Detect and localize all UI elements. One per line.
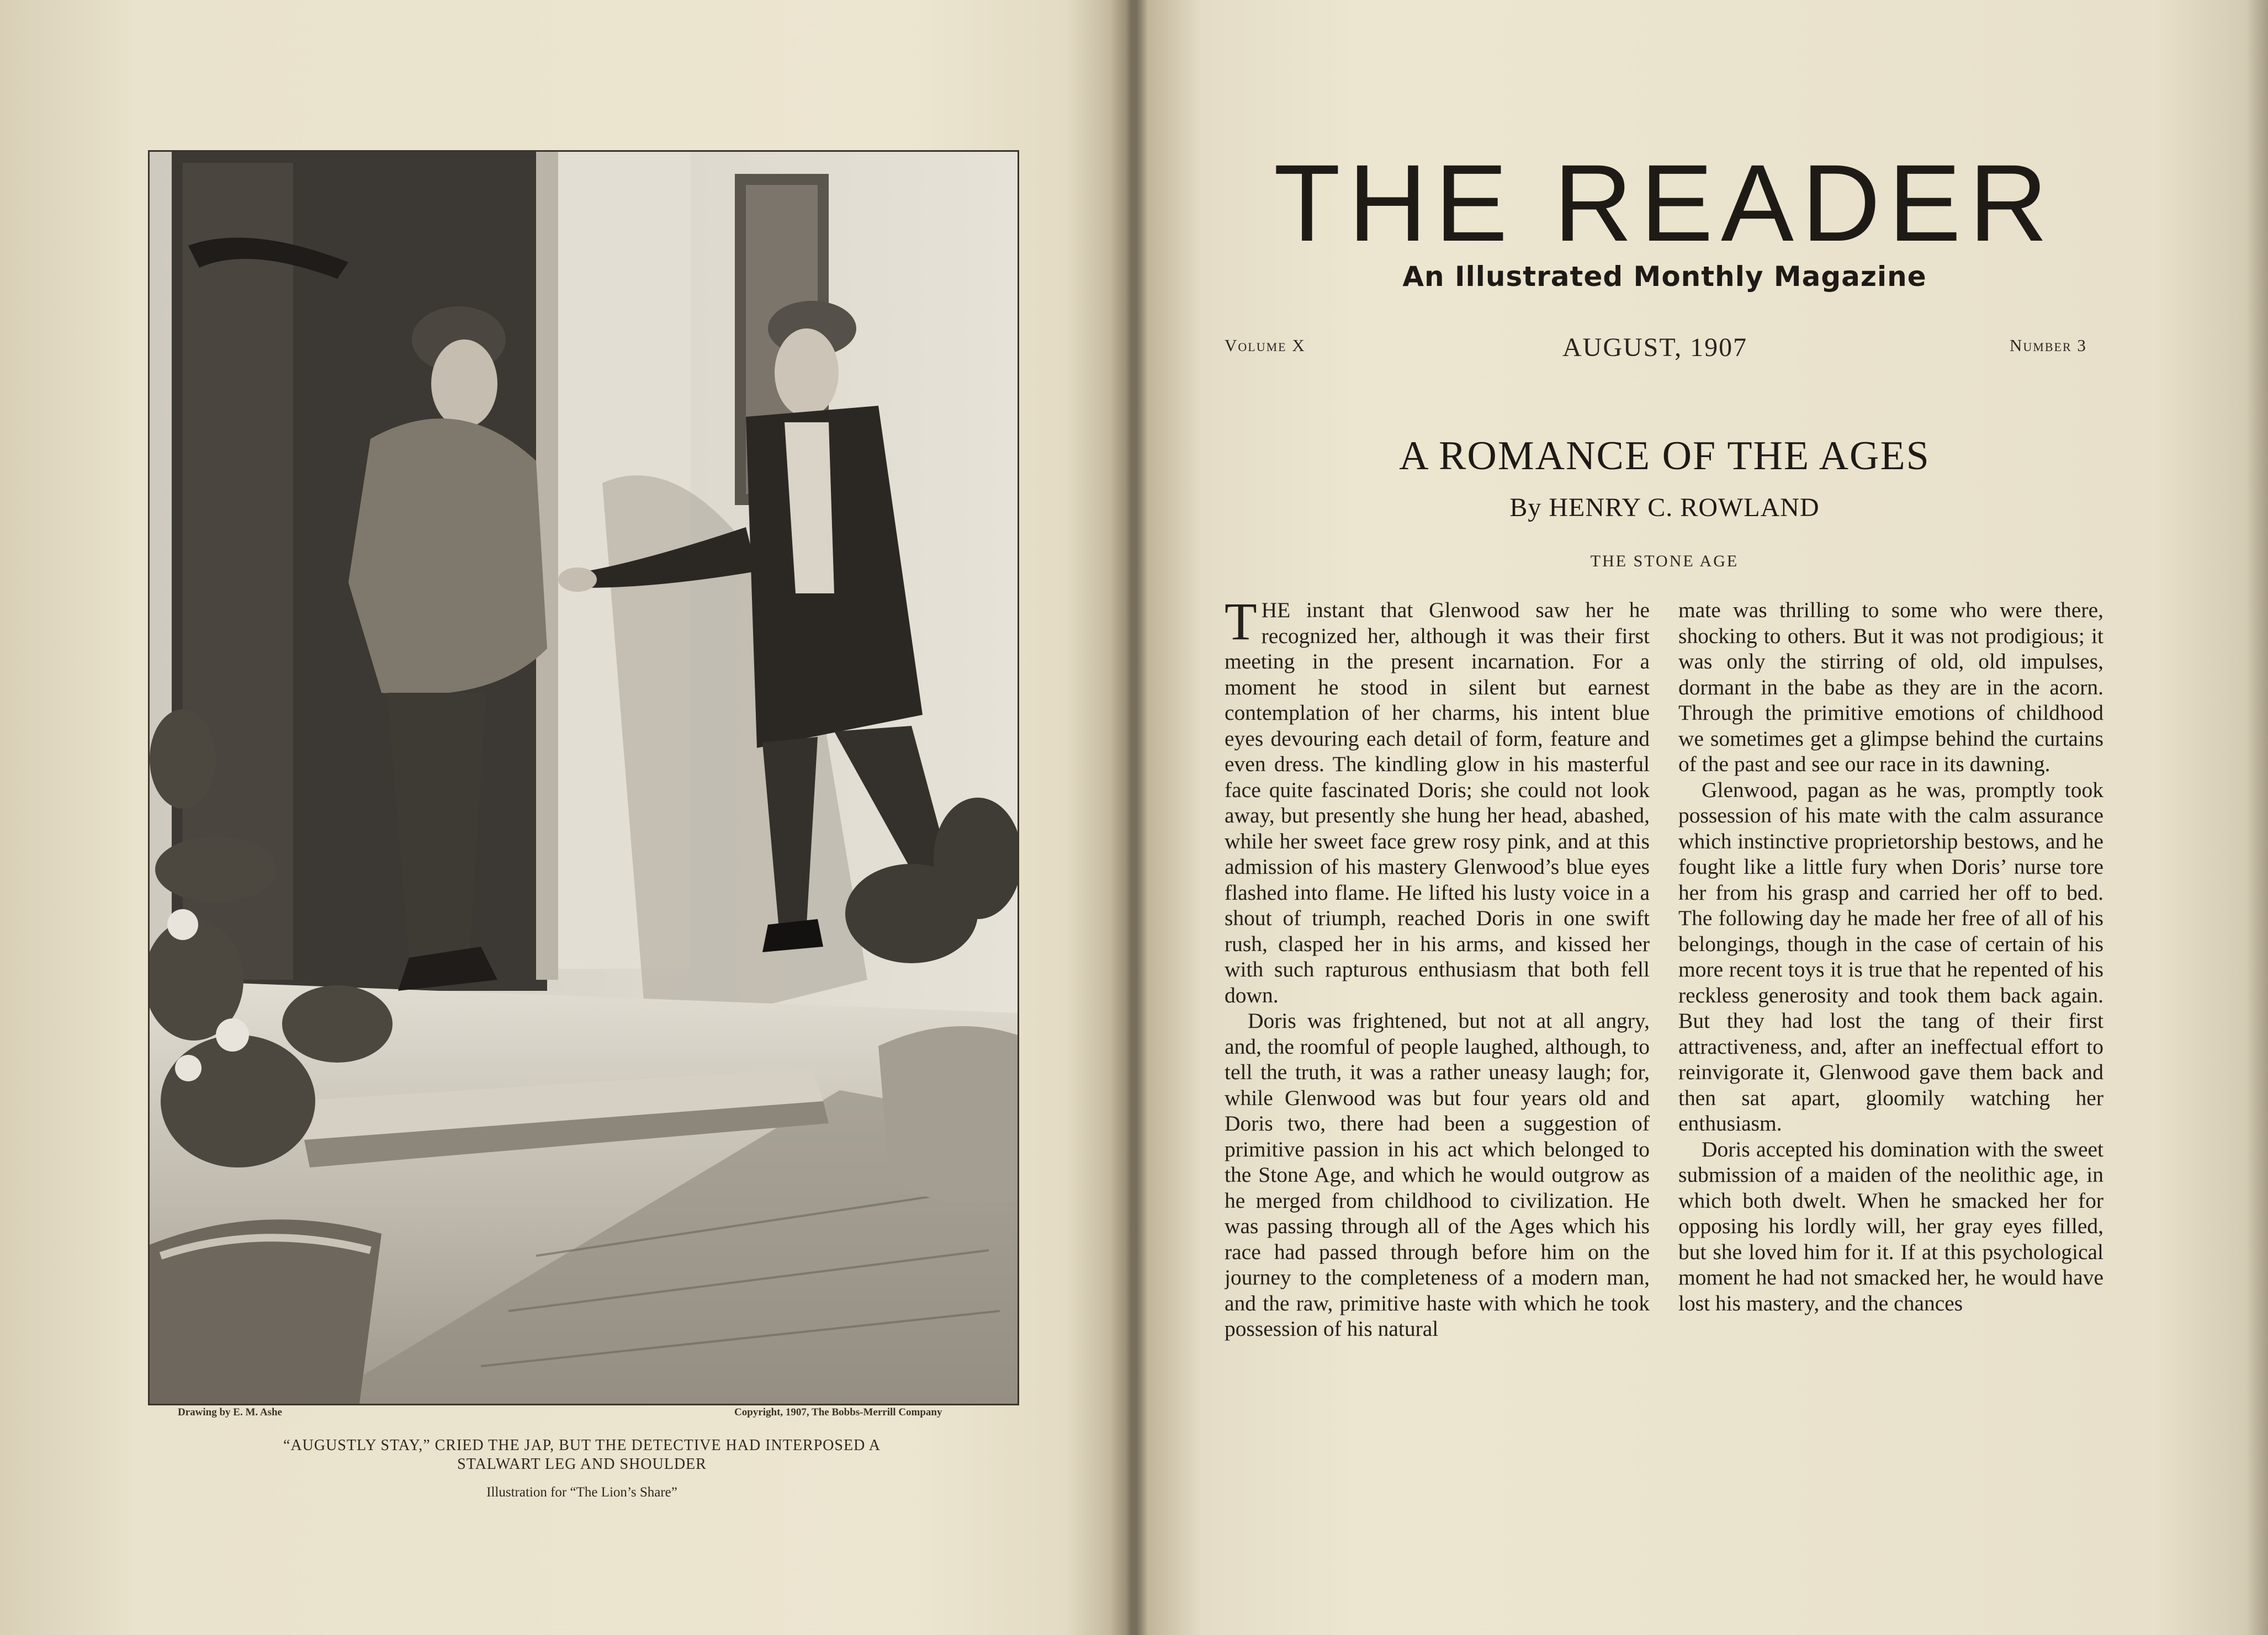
drop-cap: T — [1225, 597, 1257, 651]
paragraph: Doris accepted his domination with the sweet submission of a maiden of the neolithic age, in which both dwelt. When he smacked her for opposing his lordly will, her gray eyes filled, but she loved him for it. If at this psychological moment he had not smacked her, he would have lost his mastery, and the chances — [1678, 1137, 2103, 1315]
illustration-credit-artist: Drawing by E. M. Ashe — [178, 1406, 282, 1418]
text-column-left — [1225, 597, 1650, 1458]
text-column-right — [1678, 597, 2103, 1458]
paragraph: Doris was frightened, but not at all angry, and, the roomful of people laughed, although, to tell the truth, it was a rather uneasy laugh; for, while Glenwood was but four years old and Doris two, there had been a suggestion of primitive passion in his act which belonged to the Stone Age, and which he would outgrow as he merged from childhood to civilization. He was passing through all of the Ages which his race had passed through before him on the journey to the completeness of a modern man, and the raw, primitive haste with which he took possession of his natural — [1225, 1008, 1650, 1341]
illustration-source: Illustration for “The Lion’s Share” — [486, 1485, 677, 1500]
paragraph: mate was thrilling to some who were there, shocking to others. But it was not prodigious; it was only the stirring of old, old impulses, dormant in the babe as they are in the acorn. Through the primitive emotions of childhood we sometimes get a glimpse behind the curtains of the past and see our race in its dawning. — [1678, 598, 2103, 776]
illustration-credit-copyright: Copyright, 1907, The Bobbs-Merrill Company — [734, 1406, 942, 1418]
illustration-plate — [148, 150, 1019, 1405]
illustration-drawing — [150, 152, 1018, 1404]
paragraph — [1225, 597, 1650, 1008]
paragraph-text: HE instant that Glenwood saw her he recognized her, although it was their first meeting in the present incarnation. For a moment he stood in silent but earnest contemplation of her charms, his intent blue eyes devouring each detail of form, feature and even dress. The kindling glow in his masterful face quite fascinated Doris; she could not look away, but presently she hung her head, abashed, while her sweet face grew rosy pink, and at this admission of his mastery Glenwood’s blue eyes flashed into flame. He lifted his lusty voice in a shout of triumph, reached Doris in one swift rush, clasped her in his arms, and kissed her with such rapturous enthusiasm that both fell down. — [1225, 598, 1650, 1007]
caption-line-1: “AUGUSTLY STAY,” CRIED THE JAP, BUT THE DETECTIVE HAD INTERPOSED A — [283, 1437, 881, 1454]
illustration-caption — [148, 1436, 1016, 1474]
article-title: A ROMANCE OF THE AGES — [1399, 433, 1930, 479]
page-edge — [2246, 0, 2268, 1635]
book-gutter — [1110, 0, 1148, 1635]
magazine-subtitle: An Illustrated Monthly Magazine — [1402, 261, 1927, 293]
issue-number: Number 3 — [2010, 336, 2087, 355]
section-heading: THE STONE AGE — [1590, 552, 1739, 570]
article-byline: By HENRY C. ROWLAND — [1509, 493, 1820, 522]
caption-line-2: STALWART LEG AND SHOULDER — [457, 1456, 707, 1473]
volume-label: Volume X — [1225, 336, 1306, 355]
paragraph: Glenwood, pagan as he was, promptly took possession of his mate with the calm assurance which instinctive proprietorship bestows, and he fought like a little fury when Doris’ nurse tore her from his grasp and carried her off to bed. The following day he made her free of all of his belongings, though in the case of certain of his more recent toys it is true that he repented of his reckless generosity and took them back again. But they had lost the tang of their first attractiveness, and, after an ineffectual effort to reinvigorate it, Glenwood gave them back and then sat apart, gloomily watching her enthusiasm. — [1678, 777, 2103, 1135]
issue-date: AUGUST, 1907 — [1562, 333, 1748, 362]
magazine-masthead: THE READER — [1273, 142, 2056, 264]
